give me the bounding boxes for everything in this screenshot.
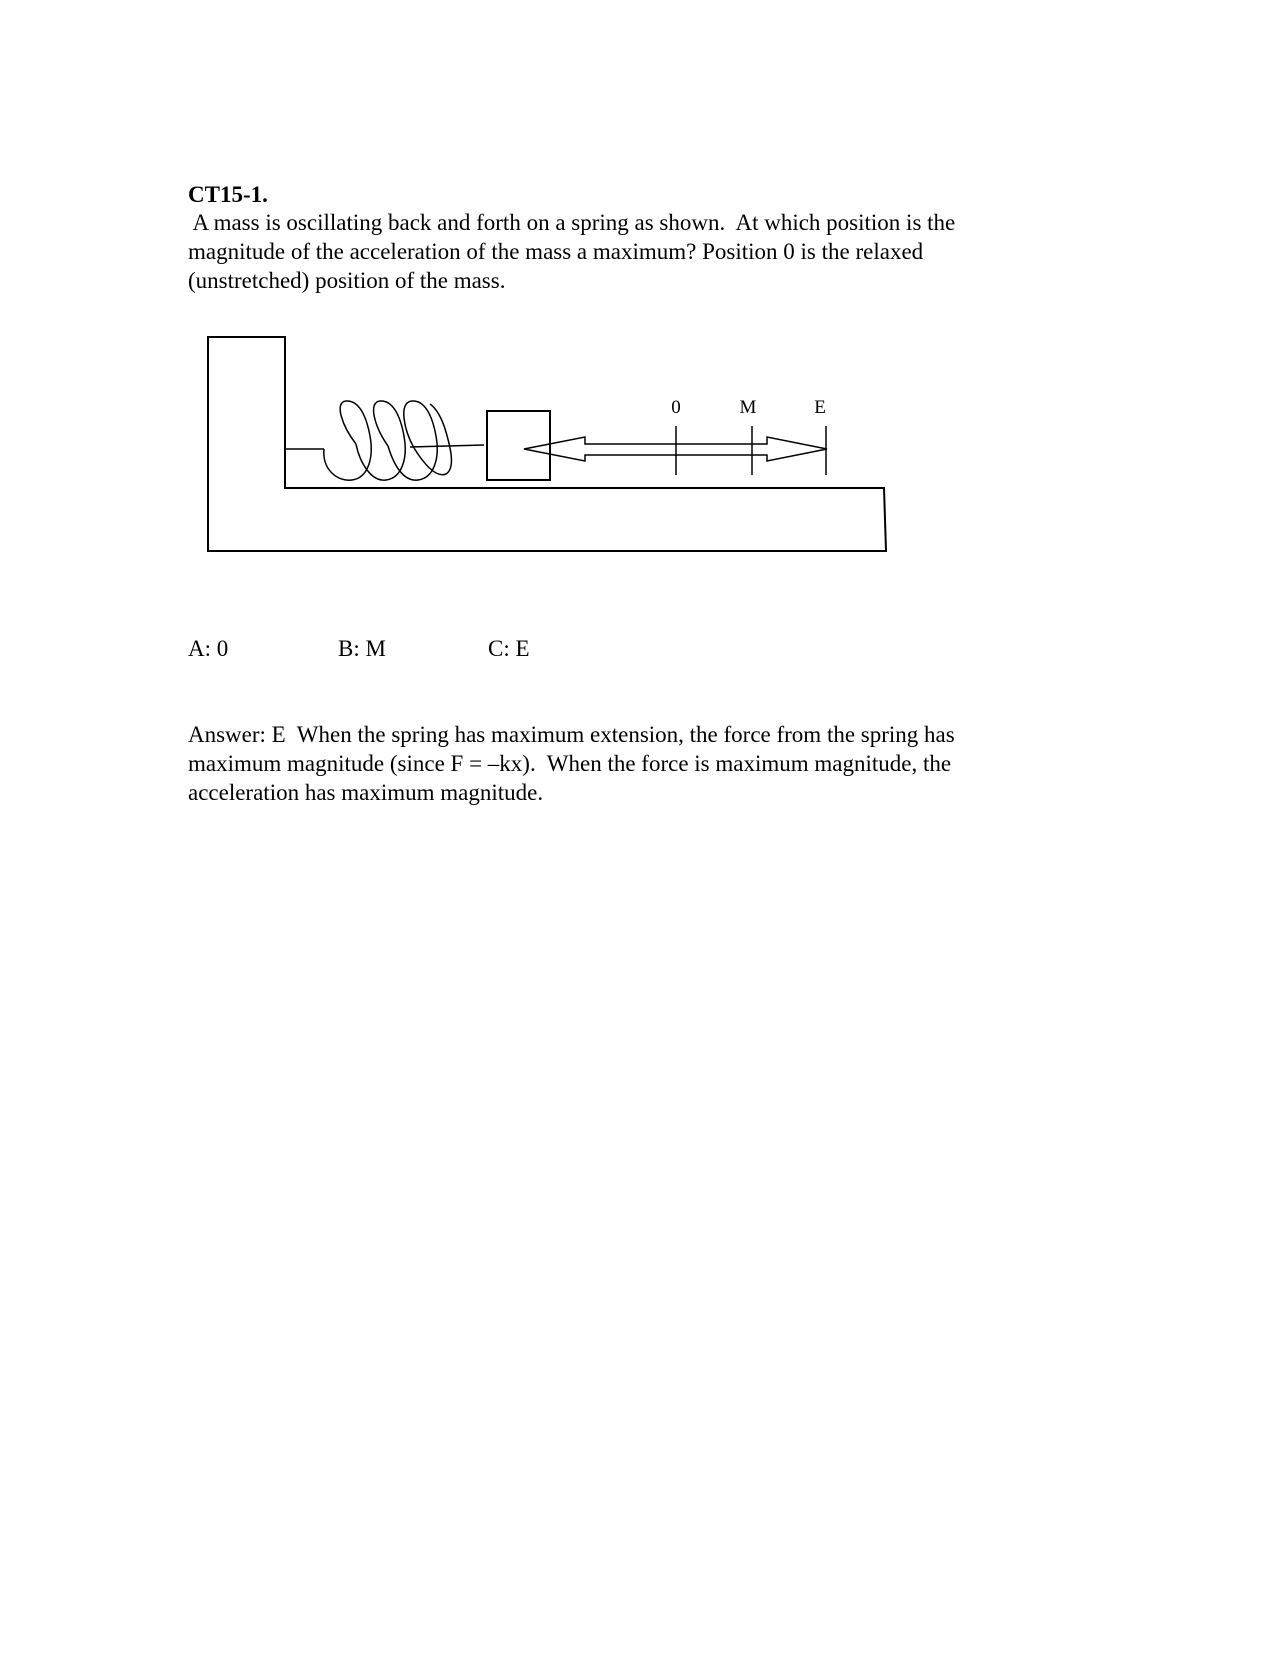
choice-a: A: 0 bbox=[188, 636, 229, 661]
double-arrow bbox=[524, 437, 827, 461]
choice-b: B: M bbox=[338, 636, 386, 661]
answer-line: Answer: E When the spring has maximum extension, the force from the spring has bbox=[188, 722, 955, 747]
answer-text bbox=[188, 720, 1068, 807]
label-end: E bbox=[814, 397, 826, 418]
question-line: A mass is oscillating back and forth on a spring as shown. At which position is the bbox=[188, 210, 956, 235]
problem-title: CT15-1. bbox=[188, 182, 268, 207]
choice-c: C: E bbox=[488, 636, 530, 661]
question-text bbox=[188, 208, 1068, 295]
answer-line: acceleration has maximum magnitude. bbox=[188, 780, 544, 805]
label-middle: M bbox=[739, 397, 757, 418]
wall-and-floor bbox=[208, 337, 886, 551]
label-zero: 0 bbox=[671, 397, 681, 418]
answer-line: maximum magnitude (since F = –kx). When the force is maximum magnitude, the bbox=[188, 751, 952, 776]
mass-block bbox=[487, 411, 550, 480]
spring-attach-right bbox=[410, 445, 484, 447]
question-line: magnitude of the acceleration of the mass a maximum? Position 0 is the relaxed bbox=[188, 239, 924, 264]
spring-coils bbox=[324, 401, 452, 480]
question-line: (unstretched) position of the mass. bbox=[188, 268, 506, 293]
